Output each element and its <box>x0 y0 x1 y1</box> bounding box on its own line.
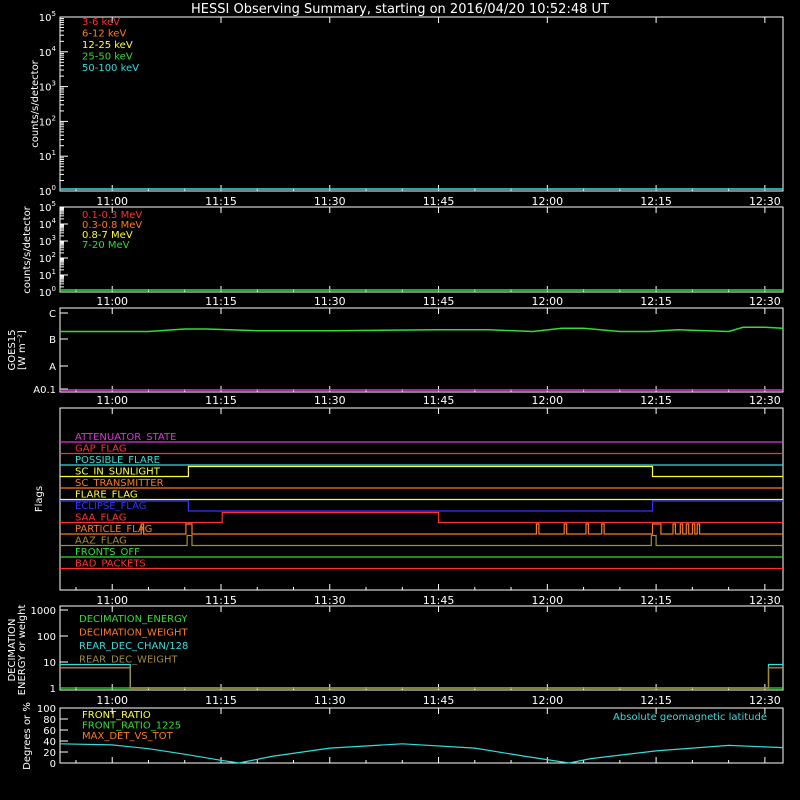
high-y-tick-base: 10 <box>38 271 52 282</box>
low-x-tick-label: 11:45 <box>422 195 455 208</box>
low-x-tick-label: 11:15 <box>205 195 237 208</box>
goes-x-tick-label: 12:15 <box>640 394 672 407</box>
dec-y-axis-label: DECIMATION <box>7 618 18 682</box>
low-y-tick-base: 10 <box>38 13 52 24</box>
low-y-tick-base: 10 <box>38 117 52 129</box>
low-x-tick-label: 12:15 <box>640 195 672 208</box>
dec-legend-entry: DECIMATION_ENERGY <box>79 614 188 625</box>
ratio-y-tick-label: 0 <box>49 759 56 770</box>
low-y-tick-base: 10 <box>38 152 52 164</box>
ratio-y-tick-label: 80 <box>43 715 56 726</box>
dec-legend-entry: DECIMATION_WEIGHT <box>79 627 188 639</box>
goes-class-label: C <box>49 309 56 320</box>
goes-x-tick-label: 11:30 <box>313 394 346 407</box>
dec-y-axis-label: ENERGY or weight <box>17 604 28 696</box>
ratio-legend-entry: FRONT_RATIO <box>82 710 151 721</box>
flags-label: AAZ_FLAG <box>75 535 127 547</box>
flags-x-tick-label: 12:15 <box>640 594 672 607</box>
dec-x-tick-label: 11:00 <box>96 694 129 707</box>
high-y-tick-base: 10 <box>38 220 52 231</box>
low-y-tick-base: 10 <box>38 47 52 59</box>
flags-label: PARTICLE_FLAG <box>75 524 153 535</box>
goes-class-label: A0.1 <box>33 385 56 396</box>
high-y-tick-exp: 3 <box>51 234 56 242</box>
flags-label: SC_IN_SUNLIGHT <box>75 466 160 478</box>
ratio-y-tick-label: 40 <box>43 737 56 748</box>
flags-x-tick-label: 12:00 <box>531 594 564 607</box>
ratio-y-tick-label: 20 <box>43 748 56 759</box>
low-legend-entry: 3-6 keV <box>82 17 120 28</box>
high-y-axis-label: counts/s/detector <box>22 206 33 294</box>
flags-label: ATTENUATOR_STATE <box>75 432 177 443</box>
goes-x-tick-label: 11:00 <box>96 394 129 407</box>
flags-label: SC_TRANSMITTER <box>75 478 164 489</box>
high-y-tick-exp: 2 <box>51 251 56 259</box>
flags-label: GAP_FLAG <box>75 443 127 455</box>
flags-label: FLARE_FLAG <box>75 489 138 501</box>
dec-x-tick-label: 12:00 <box>531 694 564 707</box>
high-y-tick-base: 10 <box>38 254 52 265</box>
low-y-tick-base: 10 <box>38 187 52 198</box>
low-legend-entry: 12-25 keV <box>82 40 133 51</box>
ratio-right-annotation: Absolute geomagnetic latitude <box>613 712 767 723</box>
dec-x-tick-label: 11:15 <box>205 694 237 707</box>
low-legend-entry: 25-50 keV <box>82 51 133 63</box>
flags-label: POSSIBLE_FLARE <box>75 455 160 466</box>
flags-label: SAA_FLAG <box>75 512 127 524</box>
goes-class-label: B <box>49 335 56 346</box>
dec-y-tick-label: 10 <box>43 658 56 669</box>
high-y-tick-base: 10 <box>38 203 52 214</box>
flags-x-tick-label: 11:45 <box>422 594 455 607</box>
goes-class-label: A <box>49 362 56 373</box>
dec-x-tick-label: 11:30 <box>313 694 346 707</box>
dec-x-tick-label: 12:15 <box>640 694 672 707</box>
ratio-y-axis-label: Degrees or % <box>22 702 33 770</box>
high-y-tick-exp: 1 <box>51 268 56 276</box>
flags-x-tick-label: 11:15 <box>205 594 237 607</box>
high-x-tick-label: 11:15 <box>205 295 237 308</box>
flags-x-tick-label: 12:30 <box>749 594 781 607</box>
goes-y-axis-label: GOES15 <box>7 329 18 371</box>
low-x-tick-label: 12:30 <box>749 195 781 208</box>
flags-y-axis-label: Flags <box>34 485 45 513</box>
flags-label: ECLIPSE_FLAG <box>75 501 147 512</box>
goes-x-tick-label: 12:00 <box>531 394 564 407</box>
high-y-tick-exp: 0 <box>51 285 56 293</box>
high-y-tick-base: 10 <box>38 237 52 248</box>
high-legend-entry: 0.8-7 MeV <box>82 230 133 241</box>
high-y-tick-base: 10 <box>38 288 52 299</box>
flags-x-tick-label: 11:30 <box>313 594 346 607</box>
goes-y-axis-label: [W m⁻²] <box>17 330 28 370</box>
dec-y-tick-label: 100 <box>36 632 56 643</box>
low-y-axis-label: counts/s/detector <box>30 60 41 148</box>
low-y-tick-base: 10 <box>38 82 52 94</box>
high-y-tick-exp: 5 <box>51 200 56 208</box>
ratio-legend-entry: FRONT_RATIO_1225 <box>82 720 182 732</box>
figure-title: HESSI Observing Summary, starting on 2016/04/20 10:52:48 UT <box>191 2 609 17</box>
low-y-tick-exp: 3 <box>51 79 56 88</box>
low-x-tick-label: 12:00 <box>531 195 564 208</box>
dec-x-tick-label: 11:45 <box>422 694 455 707</box>
ratio-y-tick-label: 100 <box>36 704 56 715</box>
low-y-tick-exp: 1 <box>51 149 56 158</box>
goes-x-tick-label: 12:30 <box>749 394 781 407</box>
high-legend-entry: 0.3-0.8 MeV <box>82 220 143 231</box>
low-y-tick-exp: 2 <box>51 114 56 123</box>
flags-x-tick-label: 11:00 <box>96 594 129 607</box>
flags-label: FRONTS_OFF <box>75 547 140 558</box>
high-legend-entry: 7-20 MeV <box>82 240 130 251</box>
dec-x-tick-label: 12:30 <box>749 694 781 707</box>
low-x-tick-label: 11:00 <box>96 195 129 208</box>
high-x-tick-label: 12:15 <box>640 295 672 308</box>
low-legend-entry: 6-12 keV <box>82 28 127 40</box>
ratio-legend-entry: MAX_DET_VS_TOT <box>82 731 173 742</box>
low-x-tick-label: 11:30 <box>313 195 346 208</box>
dec-legend-entry: REAR_DEC_WEIGHT <box>79 654 178 666</box>
dec-y-tick-label: 1000 <box>30 606 56 617</box>
high-y-tick-exp: 4 <box>51 217 56 225</box>
dec-y-tick-label: 1 <box>49 684 56 695</box>
low-y-tick-exp: 5 <box>51 10 56 18</box>
high-x-tick-label: 12:00 <box>531 295 564 308</box>
low-y-tick-exp: 4 <box>51 44 56 53</box>
high-x-tick-label: 11:00 <box>96 295 129 308</box>
high-x-tick-label: 11:30 <box>313 295 346 308</box>
low-y-tick-exp: 0 <box>51 184 56 192</box>
low-legend-entry: 50-100 keV <box>82 63 140 74</box>
high-x-tick-label: 11:45 <box>422 295 455 308</box>
dec-legend-entry: REAR_DEC_CHAN/128 <box>79 641 189 652</box>
goes-x-tick-label: 11:45 <box>422 394 455 407</box>
goes-x-tick-label: 11:15 <box>205 394 237 407</box>
high-x-tick-label: 12:30 <box>749 295 781 308</box>
flags-label: BAD_PACKETS <box>75 558 146 570</box>
high-legend-entry: 0.1-0.3 MeV <box>82 210 143 221</box>
ratio-y-tick-label: 60 <box>43 726 56 737</box>
